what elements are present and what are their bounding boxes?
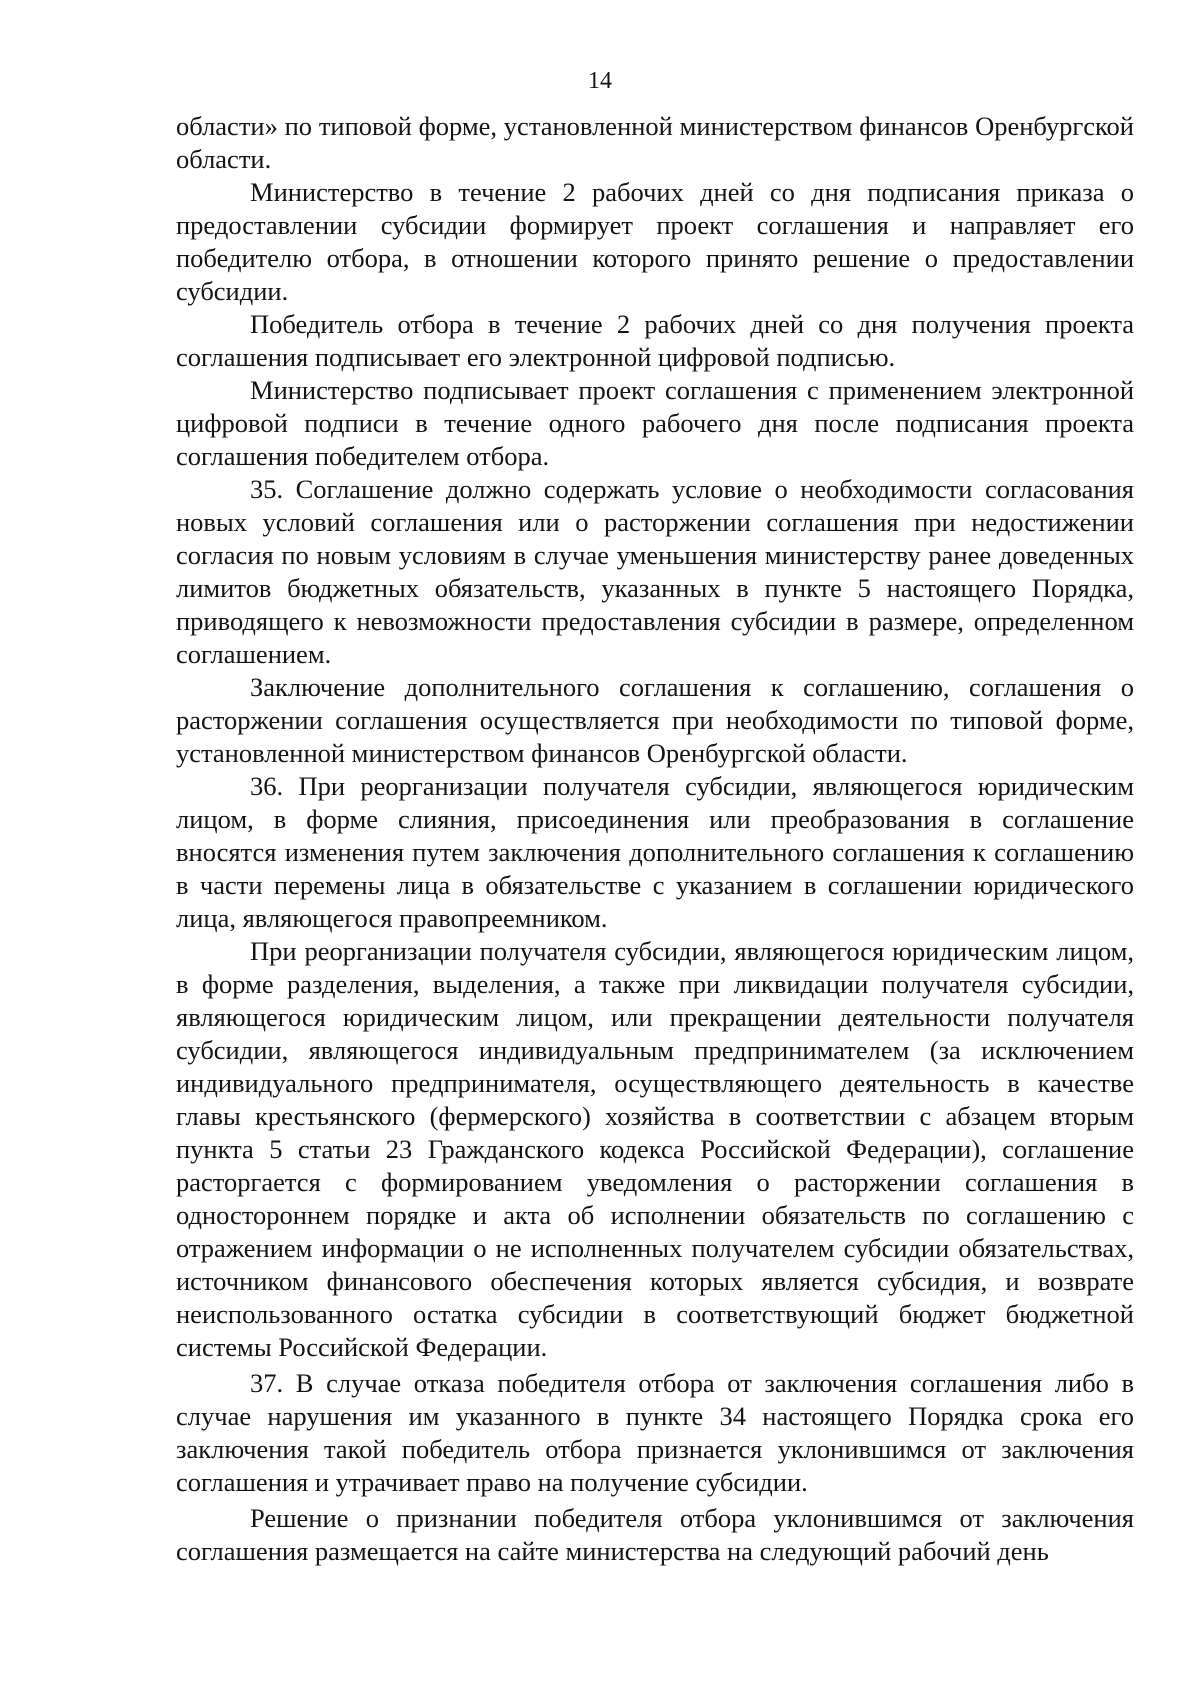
paragraph-item-36: 36. При реорганизации получателя субсидии, являющегося юридическим лицом, в форме слияния, присоединения или преобразования в соглашение вносятся изменения путем заключения дополнительного соглашения к соглашению в части перемены лица в обязательстве с указанием в соглашении юридического лица, являющегося правопреемником. [176, 771, 1134, 933]
document-body [176, 110, 1134, 1568]
paragraph-ministry-forms-draft: Министерство в течение 2 рабочих дней со дня подписания приказа о предоставлении субсидии формирует проект соглашения и направляет его победителю отбора, в отношении которого принято решение о предоставлении субсидии. [176, 177, 1134, 306]
paragraph-additional-agreement: Заключение дополнительного соглашения к соглашению, соглашения о расторжении соглашения осуществляется при необходимости по типовой форме, установленной министерством финансов Оренбургской области. [176, 672, 1134, 768]
paragraph-item-35: 35. Соглашение должно содержать условие о необходимости согласования новых условий соглашения или о расторжении соглашения при недостижении согласия по новым условиям в случае уменьшения министерству ранее доведенных лимитов бюджетных обязательств, указанных в пункте 5 настоящего Порядка, приводящего к невозможности предоставления субсидии в размере, определенном соглашением. [176, 474, 1134, 669]
page-number: 14 [588, 68, 612, 94]
paragraph-item-37: 37. В случае отказа победителя отбора от заключения соглашения либо в случае нарушения им указанного в пункте 34 настоящего Порядка срока его заключения такой победитель отбора признается уклонившимся от заключения соглашения и утрачивает право на получение субсидии. [176, 1368, 1134, 1497]
paragraph-winner-signs: Победитель отбора в течение 2 рабочих дней со дня получения проекта соглашения подписывает его электронной цифровой подписью. [176, 309, 1134, 372]
paragraph-evasion-decision: Решение о признании победителя отбора уклонившимся от заключения соглашения размещается на сайте министерства на следующий рабочий день [176, 1503, 1134, 1566]
paragraph-ministry-signs: Министерство подписывает проект соглашения с применением электронной цифровой подписи в течение одного рабочего дня после подписания проекта соглашения победителем отбора. [176, 375, 1134, 471]
paragraph-reorganization-termination: При реорганизации получателя субсидии, являющегося юридическим лицом, в форме разделения, выделения, а также при ликвидации получателя субсидии, являющегося юридическим лицом, или прекращении деятельности получателя субсидии, являющегося индивидуальным предпринимателем (за исключением индивидуального предпринимателя, осуществляющего деятельность в качестве главы крестьянского (фермерского) хозяйства в соответствии с абзацем вторым пункта 5 статьи 23 Гражданского кодекса Российской Федерации), соглашение расторгается с формированием уведомления о расторжении соглашения в одностороннем порядке и акта об исполнении обязательств по соглашению с отражением информации о не исполненных получателем субсидии обязательствах, источником финансового обеспечения которых является субсидия, и возврате неиспользованного остатка субсидии в соответствующий бюджет бюджетной системы Российской Федерации. [176, 936, 1134, 1362]
paragraph-continuation: области» по типовой форме, установленной министерством финансов Оренбургской области. [176, 111, 1134, 174]
